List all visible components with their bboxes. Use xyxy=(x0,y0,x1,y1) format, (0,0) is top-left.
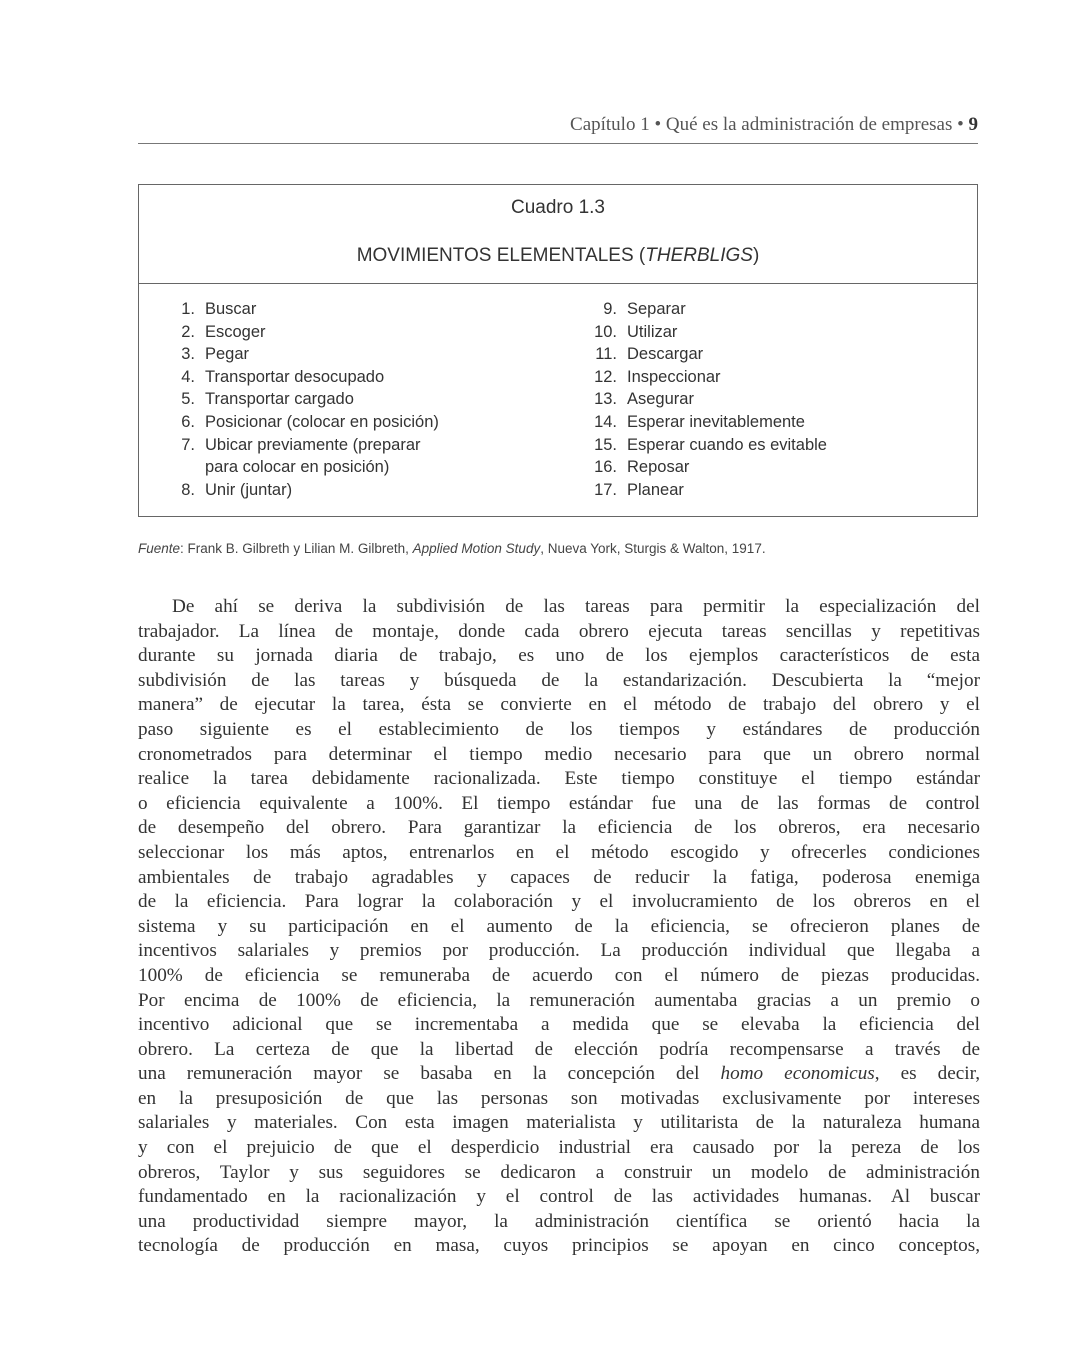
header-rule xyxy=(138,143,978,144)
item-text: Ubicar previamente (preparar xyxy=(205,435,421,454)
list-item xyxy=(579,298,969,321)
text-line: de la eficiencia. Para lograr la colaboración y el involucramiento de los obreros en el xyxy=(138,891,980,913)
text-line: seleccionar los más aptos, entrenarlos en el método escogido y ofrecerles condiciones xyxy=(138,841,980,863)
item-number: 8. xyxy=(181,480,195,499)
item-number: 17. xyxy=(594,480,617,499)
text-line: obreros, Taylor y sus seguidores se dedicaron a construir un modelo de administración xyxy=(138,1161,980,1183)
item-number: 5. xyxy=(181,390,195,409)
text-line: incentivos salariales y premios por producción. La producción individual que llegaba a xyxy=(138,940,980,962)
item-text: Buscar xyxy=(205,300,257,318)
item-text: Escoger xyxy=(205,322,266,341)
left-column xyxy=(157,298,537,501)
text-line: tecnología de producción en masa, cuyos principios se apoyan en cinco conceptos, xyxy=(138,1235,980,1257)
item-number: 11. xyxy=(595,345,617,364)
item-number: 4. xyxy=(181,367,195,386)
text-line: paso siguiente es el establecimiento de los tiempos y estándares de producción xyxy=(138,718,980,740)
text-line: trabajador. La línea de montaje, donde cada obrero ejecuta tareas sencillas y repetitivas xyxy=(138,620,980,642)
list-item xyxy=(157,298,537,321)
item-number: 1. xyxy=(181,300,195,318)
item-text: Esperar cuando es evitable xyxy=(627,435,827,454)
list-item xyxy=(579,366,969,389)
text-line: 100% de eficiencia se remuneraba de acuerdo con el número de piezas producidas. xyxy=(138,964,980,986)
item-number: 13. xyxy=(594,390,617,409)
list-item xyxy=(579,456,969,479)
source-authors: : Frank B. Gilbreth y Lilian M. Gilbreth, xyxy=(180,541,413,556)
text-line: De ahí se deriva la subdivisión de las tareas para permitir la especialización del xyxy=(172,596,980,617)
text-line: manera” de ejecutar la tarea, ésta se convierte en el método de trabajo del obrero y el xyxy=(138,694,980,716)
item-text: Reposar xyxy=(627,458,690,477)
text-line: Por encima de 100% de eficiencia, la remuneración aumentaba gracias a un premio o xyxy=(138,989,980,1011)
list-item xyxy=(157,343,537,366)
item-number: 9. xyxy=(603,300,617,318)
item-number: 3. xyxy=(181,345,195,364)
item-text-continued: para colocar en posición) xyxy=(205,458,390,477)
list-item xyxy=(579,321,969,344)
list-item xyxy=(579,479,969,502)
list-item xyxy=(157,434,537,457)
text-line: realice la tarea debidamente racionalizada. Este tiempo constituye el tiempo estándar xyxy=(138,768,980,790)
source-label: Fuente xyxy=(138,541,181,556)
list-item xyxy=(157,366,537,389)
running-head-text: Capítulo 1 • Qué es la administración de empresas • xyxy=(570,114,964,135)
table-title xyxy=(139,245,977,267)
table-header xyxy=(139,185,977,284)
item-text: Planear xyxy=(627,480,684,499)
item-text: Inspeccionar xyxy=(627,367,721,386)
text-line: incentivo adicional que se incrementaba a medida que se elevaba la eficiencia del xyxy=(138,1014,980,1036)
item-number: 15. xyxy=(594,435,617,454)
table-title-italic: THERBLIGS xyxy=(645,245,753,266)
text-line: sistema y su participación en el aumento de la eficiencia, se ofrecieron planes de xyxy=(138,915,980,937)
item-number: 7. xyxy=(181,435,195,454)
item-text: Separar xyxy=(627,300,686,318)
item-number: 16. xyxy=(594,458,617,477)
table-title-end: ) xyxy=(752,245,760,266)
list-item xyxy=(579,388,969,411)
source-book: Applied Motion Study xyxy=(412,541,541,556)
text-line xyxy=(138,1062,980,1087)
item-number: 6. xyxy=(181,412,195,431)
text-line: y con el prejuicio de que el desperdicio industrial era causado por la pereza de los xyxy=(138,1137,980,1159)
item-number: 12. xyxy=(594,367,617,386)
italic-term: homo economicus xyxy=(720,1063,875,1085)
list-item xyxy=(157,388,537,411)
text-segment: , es decir, xyxy=(874,1063,980,1085)
text-line: o eficiencia equivalente a 100%. El tiempo estándar fue una de las formas de control xyxy=(138,792,980,814)
text-segment: una remuneración mayor se basaba en la concepción del xyxy=(138,1063,721,1085)
table-box xyxy=(138,184,978,517)
item-text: Descargar xyxy=(627,345,704,364)
list-item xyxy=(579,343,969,366)
list-item xyxy=(157,479,537,502)
text-line: durante su jornada diaria de trabajo, es uno de los ejemplos característicos de esta xyxy=(138,645,980,667)
item-text: Transportar cargado xyxy=(205,390,354,409)
item-text: Esperar inevitablemente xyxy=(627,412,805,431)
text-line: de desempeño del obrero. Para garantizar la eficiencia de los obreros, era necesario xyxy=(138,817,980,839)
running-head xyxy=(138,114,978,136)
text-line: cronometrados para determinar el tiempo medio necesario para que un obrero normal xyxy=(138,743,980,765)
item-text: Utilizar xyxy=(627,322,678,341)
text-line: obrero. La certeza de que la libertad de elección podría recompensarse a través de xyxy=(138,1038,980,1060)
item-number: 10. xyxy=(594,322,617,341)
source-rest: , Nueva York, Sturgis & Walton, 1917. xyxy=(540,541,766,556)
item-text: Asegurar xyxy=(627,390,694,409)
table-source xyxy=(138,541,766,556)
text-line: en la presuposición de que las personas son motivadas exclusivamente por intereses xyxy=(138,1087,980,1109)
list-item xyxy=(157,321,537,344)
text-line: fundamentado en la racionalización y el control de las actividades humanas. Al buscar xyxy=(138,1186,980,1208)
item-text: Posicionar (colocar en posición) xyxy=(205,412,439,431)
item-text: Pegar xyxy=(205,345,250,364)
table-title-text: MOVIMIENTOS ELEMENTALES ( xyxy=(356,245,646,266)
page-number: 9 xyxy=(968,114,978,135)
item-number: 14. xyxy=(594,412,617,431)
text-line: ambientales de trabajo agradables y capaces de reducir la fatiga, poderosa enemiga xyxy=(138,866,980,888)
item-text: Unir (juntar) xyxy=(205,480,293,499)
table-label: Cuadro 1.3 xyxy=(510,197,605,218)
text-line: salariales y materiales. Con esta imagen materialista y utilitarista de la naturaleza humana xyxy=(138,1112,980,1134)
text-line: subdivisión de las tareas y búsqueda de la estandarización. Descubierta la “mejor xyxy=(138,669,980,691)
list-item xyxy=(157,411,537,434)
text-line: una productividad siempre mayor, la administración científica se orientó hacia la xyxy=(138,1210,980,1232)
item-number: 2. xyxy=(181,322,195,341)
list-item xyxy=(579,411,969,434)
right-column xyxy=(579,298,969,501)
item-text: Transportar desocupado xyxy=(205,367,385,386)
list-item xyxy=(579,434,969,457)
body-paragraph xyxy=(138,595,980,1259)
